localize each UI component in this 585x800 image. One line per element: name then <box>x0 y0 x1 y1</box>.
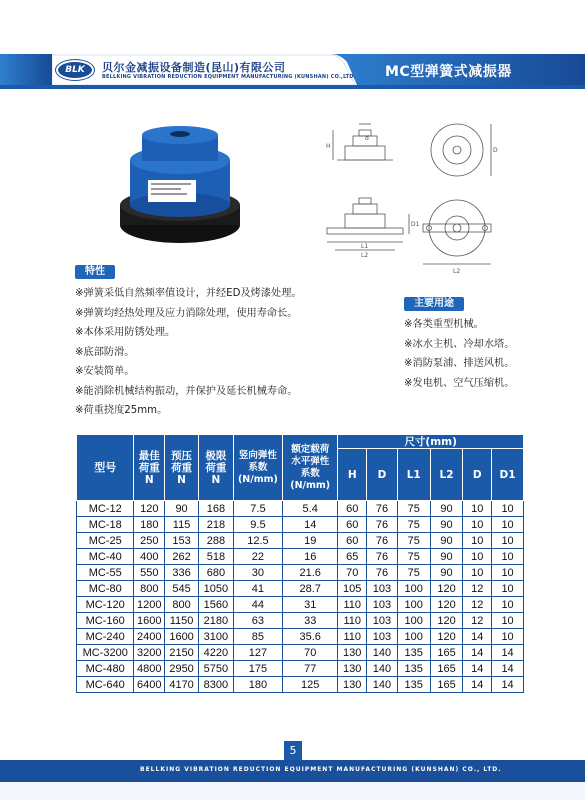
list-item: ※安装简单。 <box>75 366 135 377</box>
value-cell: 1050 <box>198 581 233 597</box>
value-cell: 30 <box>233 565 282 581</box>
table-row <box>77 629 524 645</box>
value-cell: 10 <box>492 501 524 517</box>
header-line: 系数 <box>300 467 320 479</box>
table-row <box>77 645 524 661</box>
value-cell: 680 <box>198 565 233 581</box>
company-name-cn: 贝尔金减振设备制造(昆山)有限公司 <box>102 61 286 74</box>
list-item: ※各类重型机械。 <box>404 319 484 330</box>
value-cell: 100 <box>397 613 430 629</box>
footer-company-name: BELLKING VIBRATION REDUCTION EQUIPMENT MANUFACTURING (KUNSHAN) CO., LTD. <box>140 766 502 773</box>
value-cell: 545 <box>165 581 199 597</box>
value-cell: 44 <box>233 597 282 613</box>
value-cell: 3200 <box>134 645 165 661</box>
value-cell: 10 <box>492 517 524 533</box>
features-list <box>75 284 385 421</box>
value-cell: 60 <box>338 501 367 517</box>
features-heading: 特性 <box>75 265 115 279</box>
value-cell: 70 <box>338 565 367 581</box>
value-cell: 90 <box>430 533 463 549</box>
value-cell: 10 <box>492 613 524 629</box>
value-cell: 120 <box>134 501 165 517</box>
value-cell: 175 <box>233 661 282 677</box>
header-line: 额定载荷 <box>291 443 330 455</box>
value-cell: 127 <box>233 645 282 661</box>
col-header-limit-load <box>198 435 233 501</box>
header-line: N <box>144 473 154 486</box>
value-cell: 90 <box>430 549 463 565</box>
model-cell: MC-12 <box>77 501 134 517</box>
value-cell: 14 <box>492 661 524 677</box>
value-cell: 1150 <box>165 613 199 629</box>
value-cell: 130 <box>338 677 367 693</box>
col-header-h: H <box>338 449 367 501</box>
value-cell: 19 <box>283 533 338 549</box>
col-header-l2: L2 <box>430 449 463 501</box>
value-cell: 12 <box>463 597 492 613</box>
value-cell: 180 <box>233 677 282 693</box>
value-cell: 800 <box>134 581 165 597</box>
value-cell: 165 <box>430 661 463 677</box>
value-cell: 400 <box>134 549 165 565</box>
label-d1: D1 <box>411 221 420 228</box>
value-cell: 288 <box>198 533 233 549</box>
value-cell: 12 <box>463 613 492 629</box>
model-cell: MC-160 <box>77 613 134 629</box>
list-item: ※消防泵浦、排送风机。 <box>404 358 515 369</box>
value-cell: 76 <box>367 517 398 533</box>
value-cell: 135 <box>397 661 430 677</box>
value-cell: 140 <box>367 645 398 661</box>
value-cell: 135 <box>397 645 430 661</box>
value-cell: 110 <box>338 597 367 613</box>
value-cell: 800 <box>165 597 199 613</box>
value-cell: 14 <box>463 661 492 677</box>
value-cell: 125 <box>283 677 338 693</box>
header-line: 系数 <box>248 461 268 473</box>
table-row <box>77 533 524 549</box>
value-cell: 140 <box>367 661 398 677</box>
value-cell: 120 <box>430 581 463 597</box>
product-title: MC型弹簧式减振器 <box>385 64 512 80</box>
dimension-drawings <box>323 118 508 278</box>
label-big-d: D <box>493 147 498 154</box>
value-cell: 21.6 <box>283 565 338 581</box>
value-cell: 336 <box>165 565 199 581</box>
value-cell: 10 <box>463 501 492 517</box>
header-line: (N/mm) <box>290 479 331 491</box>
col-header-model: 型号 <box>77 435 134 501</box>
value-cell: 10 <box>463 517 492 533</box>
value-cell: 518 <box>198 549 233 565</box>
value-cell: 2180 <box>198 613 233 629</box>
value-cell: 120 <box>430 629 463 645</box>
value-cell: 2400 <box>134 629 165 645</box>
header-line: N <box>211 473 221 486</box>
list-item: ※荷重挠度25mm。 <box>75 405 168 416</box>
value-cell: 14 <box>463 677 492 693</box>
value-cell: 250 <box>134 533 165 549</box>
value-cell: 153 <box>165 533 199 549</box>
value-cell: 10 <box>492 533 524 549</box>
value-cell: 35.6 <box>283 629 338 645</box>
value-cell: 70 <box>283 645 338 661</box>
value-cell: 2950 <box>165 661 199 677</box>
value-cell: 75 <box>397 517 430 533</box>
value-cell: 41 <box>233 581 282 597</box>
value-cell: 1600 <box>134 613 165 629</box>
value-cell: 103 <box>367 581 398 597</box>
col-header-vertical <box>233 435 282 501</box>
model-cell: MC-55 <box>77 565 134 581</box>
value-cell: 76 <box>367 565 398 581</box>
footer-strip <box>0 782 585 800</box>
value-cell: 10 <box>492 581 524 597</box>
company-name-en: BELLKING VIBRATION REDUCTION EQUIPMENT MANUFACTURING (KUNSHAN) CO.,LTD. <box>102 74 356 80</box>
value-cell: 5750 <box>198 661 233 677</box>
header-line: (N/mm) <box>237 473 278 485</box>
table-row <box>77 677 524 693</box>
header-line: 水平弹性 <box>291 455 330 467</box>
value-cell: 130 <box>338 645 367 661</box>
value-cell: 165 <box>430 645 463 661</box>
value-cell: 100 <box>397 597 430 613</box>
value-cell: 10 <box>463 565 492 581</box>
value-cell: 9.5 <box>233 517 282 533</box>
spec-table <box>76 434 524 693</box>
label-l2-top: L2 <box>453 268 461 275</box>
model-cell: MC-480 <box>77 661 134 677</box>
header-line: N <box>177 473 186 486</box>
value-cell: 14 <box>283 517 338 533</box>
col-header-l1: L1 <box>397 449 430 501</box>
col-header-d: D <box>367 449 398 501</box>
value-cell: 12.5 <box>233 533 282 549</box>
value-cell: 75 <box>397 565 430 581</box>
value-cell: 10 <box>492 549 524 565</box>
table-row <box>77 565 524 581</box>
table-row <box>77 501 524 517</box>
col-header-horizontal <box>283 435 338 501</box>
value-cell: 7.5 <box>233 501 282 517</box>
value-cell: 100 <box>397 629 430 645</box>
value-cell: 10 <box>492 597 524 613</box>
value-cell: 90 <box>165 501 199 517</box>
header-line: 预压 <box>171 449 193 462</box>
value-cell: 103 <box>367 629 398 645</box>
value-cell: 180 <box>134 517 165 533</box>
model-cell: MC-640 <box>77 677 134 693</box>
value-cell: 63 <box>233 613 282 629</box>
value-cell: 1200 <box>134 597 165 613</box>
value-cell: 8300 <box>198 677 233 693</box>
table-row <box>77 661 524 677</box>
value-cell: 77 <box>283 661 338 677</box>
value-cell: 218 <box>198 517 233 533</box>
list-item: ※能消除机械结构振动，并保护及延长机械寿命。 <box>75 385 298 397</box>
col-header-d2: D <box>463 449 492 501</box>
value-cell: 1600 <box>165 629 199 645</box>
value-cell: 60 <box>338 533 367 549</box>
value-cell: 4800 <box>134 661 165 677</box>
model-cell: MC-18 <box>77 517 134 533</box>
value-cell: 1560 <box>198 597 233 613</box>
value-cell: 103 <box>367 613 398 629</box>
list-item: ※冰水主机、冷却水塔。 <box>404 338 515 350</box>
value-cell: 10 <box>463 533 492 549</box>
model-cell: MC-120 <box>77 597 134 613</box>
col-header-preload <box>165 435 199 501</box>
value-cell: 90 <box>430 501 463 517</box>
value-cell: 550 <box>134 565 165 581</box>
value-cell: 28.7 <box>283 581 338 597</box>
value-cell: 76 <box>367 501 398 517</box>
value-cell: 105 <box>338 581 367 597</box>
value-cell: 90 <box>430 517 463 533</box>
value-cell: 75 <box>397 501 430 517</box>
label-h: H <box>326 143 331 150</box>
header-line: 极限 <box>205 449 227 462</box>
col-header-d1: D1 <box>492 449 524 501</box>
value-cell: 75 <box>397 549 430 565</box>
value-cell: 65 <box>338 549 367 565</box>
value-cell: 75 <box>397 533 430 549</box>
list-item: ※本体采用防锈处理。 <box>75 327 176 338</box>
page-header <box>0 0 585 95</box>
value-cell: 110 <box>338 629 367 645</box>
value-cell: 5.4 <box>283 501 338 517</box>
header-line: 竖向弹性 <box>238 449 277 461</box>
table-row <box>77 597 524 613</box>
usage-list <box>404 315 554 393</box>
header-line: 最佳 <box>138 449 160 462</box>
list-item: ※底部防滑。 <box>75 346 135 358</box>
value-cell: 2150 <box>165 645 199 661</box>
col-header-best-load <box>134 435 165 501</box>
usage-heading: 主要用途 <box>404 297 464 311</box>
value-cell: 12 <box>463 581 492 597</box>
company-logo: BLK <box>56 60 94 80</box>
table-row <box>77 581 524 597</box>
list-item: ※弹簧均经热处理及应力消除处理，使用寿命长。 <box>75 307 298 319</box>
value-cell: 120 <box>430 597 463 613</box>
model-cell: MC-3200 <box>77 645 134 661</box>
spec-table-body <box>77 501 524 693</box>
value-cell: 262 <box>165 549 199 565</box>
value-cell: 168 <box>198 501 233 517</box>
table-row <box>77 517 524 533</box>
value-cell: 165 <box>430 677 463 693</box>
label-l2: L2 <box>361 252 369 259</box>
value-cell: 76 <box>367 549 398 565</box>
value-cell: 110 <box>338 613 367 629</box>
header-line: 荷重 <box>138 461 160 474</box>
value-cell: 100 <box>397 581 430 597</box>
label-l1: L1 <box>361 243 369 250</box>
value-cell: 60 <box>338 517 367 533</box>
value-cell: 10 <box>463 549 492 565</box>
value-cell: 90 <box>430 565 463 581</box>
value-cell: 4170 <box>165 677 199 693</box>
page-number: 5 <box>284 741 302 761</box>
value-cell: 85 <box>233 629 282 645</box>
value-cell: 140 <box>367 677 398 693</box>
model-cell: MC-25 <box>77 533 134 549</box>
value-cell: 130 <box>338 661 367 677</box>
col-header-size-group: 尺寸(mm) <box>338 435 524 449</box>
value-cell: 16 <box>283 549 338 565</box>
value-cell: 14 <box>492 645 524 661</box>
model-cell: MC-80 <box>77 581 134 597</box>
value-cell: 6400 <box>134 677 165 693</box>
value-cell: 10 <box>492 565 524 581</box>
header-line: 荷重 <box>171 461 193 474</box>
list-item: ※发电机、空气压缩机。 <box>404 377 515 389</box>
label-d: d <box>365 135 369 142</box>
value-cell: 120 <box>430 613 463 629</box>
value-cell: 3100 <box>198 629 233 645</box>
value-cell: 10 <box>492 629 524 645</box>
value-cell: 14 <box>492 677 524 693</box>
value-cell: 31 <box>283 597 338 613</box>
list-item: ※弹簧采低自然频率值设计，并经ED及烤漆处理。 <box>75 288 302 299</box>
table-row <box>77 549 524 565</box>
value-cell: 135 <box>397 677 430 693</box>
value-cell: 14 <box>463 645 492 661</box>
value-cell: 33 <box>283 613 338 629</box>
value-cell: 76 <box>367 533 398 549</box>
table-row <box>77 613 524 629</box>
model-cell: MC-40 <box>77 549 134 565</box>
value-cell: 103 <box>367 597 398 613</box>
model-cell: MC-240 <box>77 629 134 645</box>
value-cell: 4220 <box>198 645 233 661</box>
value-cell: 115 <box>165 517 199 533</box>
value-cell: 14 <box>463 629 492 645</box>
product-photo <box>118 125 243 255</box>
header-line: 荷重 <box>205 461 227 474</box>
value-cell: 22 <box>233 549 282 565</box>
